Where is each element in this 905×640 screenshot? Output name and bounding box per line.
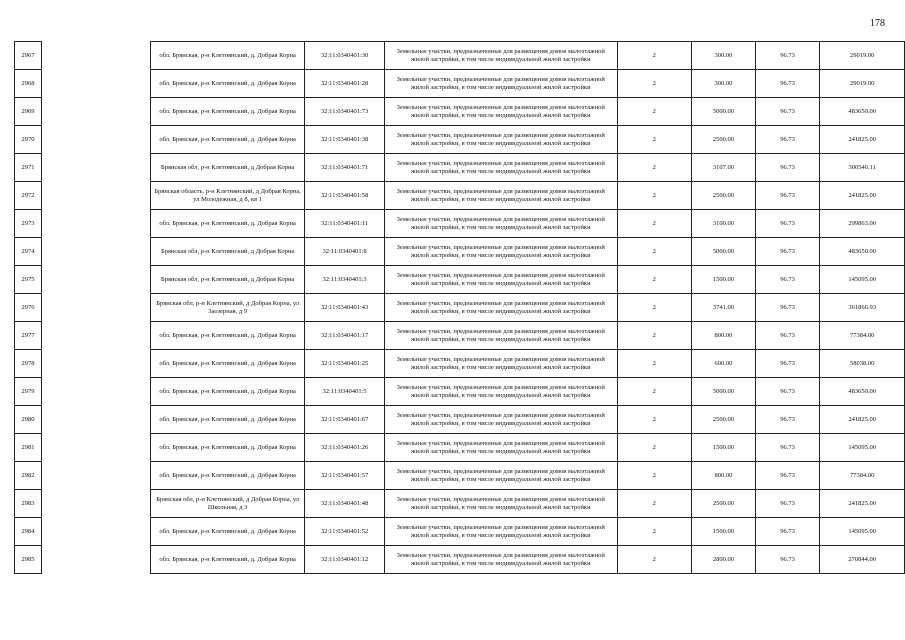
table-row	[15, 434, 905, 462]
blank-cell	[41, 462, 150, 490]
land-use-cell: Земельные участки, предназначенные для размещения домов малоэтажной жилой застройки, в том числе индивидуальной жилой застройки	[384, 378, 617, 406]
blank-cell	[41, 210, 150, 238]
cadastral-value-cell: 29019.00	[820, 42, 905, 70]
address-cell: Брянская обл, р-н Клетнянский, д Добрая Корна, ул Школьная, д 3	[151, 490, 305, 518]
row-number-cell: 2975	[15, 266, 42, 294]
land-use-cell: Земельные участки, предназначенные для размещения домов малоэтажной жилой застройки, в том числе индивидуальной жилой застройки	[384, 322, 617, 350]
specific-value-cell: 96.73	[755, 490, 820, 518]
cadastral-number-cell: 32:11:0340401:11	[305, 210, 385, 238]
blank-cell	[41, 154, 150, 182]
blank-cell	[41, 546, 150, 574]
address-cell: обл. Брянская, р-н Клетнянский, д. Добрая Корна	[151, 406, 305, 434]
cadastral-value-cell: 241825.00	[820, 126, 905, 154]
blank-cell	[41, 350, 150, 378]
table-row	[15, 462, 905, 490]
area-cell: 800.00	[692, 462, 756, 490]
table-row	[15, 490, 905, 518]
address-cell: обл. Брянская, р-н Клетнянский, д. Добрая Корна	[151, 350, 305, 378]
category-cell: 2	[617, 126, 691, 154]
area-cell: 2500.00	[692, 126, 756, 154]
table-row	[15, 154, 905, 182]
area-cell: 3107.00	[692, 154, 756, 182]
specific-value-cell: 96.73	[755, 266, 820, 294]
address-cell: обл. Брянская, р-н Клетнянский, д. Добрая Корна	[151, 546, 305, 574]
table-row	[15, 210, 905, 238]
area-cell: 2800.00	[692, 546, 756, 574]
specific-value-cell: 96.73	[755, 126, 820, 154]
area-cell: 800.00	[692, 322, 756, 350]
cadastral-number-cell: 32:11:0340401:3	[305, 266, 385, 294]
area-cell: 2500.00	[692, 182, 756, 210]
cadastral-value-cell: 241825.00	[820, 182, 905, 210]
row-number-cell: 2972	[15, 182, 42, 210]
row-number-cell: 2978	[15, 350, 42, 378]
address-cell: Брянская обл, р-н Клетнянский, д Добрая Корна	[151, 154, 305, 182]
row-number-cell: 2967	[15, 42, 42, 70]
table-row	[15, 322, 905, 350]
category-cell: 2	[617, 518, 691, 546]
table-row	[15, 378, 905, 406]
area-cell: 5000.00	[692, 238, 756, 266]
row-number-cell: 2981	[15, 434, 42, 462]
land-use-cell: Земельные участки, предназначенные для размещения домов малоэтажной жилой застройки, в том числе индивидуальной жилой застройки	[384, 266, 617, 294]
row-number-cell: 2983	[15, 490, 42, 518]
cadastral-number-cell: 32:11:0340401:38	[305, 126, 385, 154]
category-cell: 2	[617, 154, 691, 182]
land-use-cell: Земельные участки, предназначенные для размещения домов малоэтажной жилой застройки, в том числе индивидуальной жилой застройки	[384, 490, 617, 518]
address-cell: обл. Брянская, р-н Клетнянский, д. Добрая Корна	[151, 126, 305, 154]
land-use-cell: Земельные участки, предназначенные для размещения домов малоэтажной жилой застройки, в том числе индивидуальной жилой застройки	[384, 210, 617, 238]
table-row	[15, 238, 905, 266]
cadastral-number-cell: 32:11:0340401:5	[305, 378, 385, 406]
specific-value-cell: 96.73	[755, 154, 820, 182]
cadastral-number-cell: 32:11:0340401:48	[305, 490, 385, 518]
category-cell: 2	[617, 462, 691, 490]
specific-value-cell: 96.73	[755, 238, 820, 266]
blank-cell	[41, 434, 150, 462]
cadastral-number-cell: 32:11:0340401:26	[305, 434, 385, 462]
category-cell: 2	[617, 294, 691, 322]
blank-cell	[41, 378, 150, 406]
specific-value-cell: 96.73	[755, 210, 820, 238]
address-cell: Брянская область, р-н Клетнянский, д Добрая Корна, ул Молодежная, д 8, кв 1	[151, 182, 305, 210]
specific-value-cell: 96.73	[755, 294, 820, 322]
blank-cell	[41, 238, 150, 266]
table-row	[15, 266, 905, 294]
cadastral-value-cell: 299863.00	[820, 210, 905, 238]
land-use-cell: Земельные участки, предназначенные для размещения домов малоэтажной жилой застройки, в том числе индивидуальной жилой застройки	[384, 434, 617, 462]
category-cell: 2	[617, 266, 691, 294]
blank-cell	[41, 322, 150, 350]
area-cell: 600.00	[692, 350, 756, 378]
address-cell: обл. Брянская, р-н Клетнянский, д. Добрая Корна	[151, 98, 305, 126]
row-number-cell: 2973	[15, 210, 42, 238]
row-number-cell: 2982	[15, 462, 42, 490]
blank-cell	[41, 490, 150, 518]
cadastral-number-cell: 32:11:0340401:25	[305, 350, 385, 378]
cadastral-number-cell: 32:11:0340401:58	[305, 182, 385, 210]
table-row	[15, 126, 905, 154]
cadastral-number-cell: 32:11:0340401:43	[305, 294, 385, 322]
land-use-cell: Земельные участки, предназначенные для размещения домов малоэтажной жилой застройки, в том числе индивидуальной жилой застройки	[384, 294, 617, 322]
table-row	[15, 406, 905, 434]
cadastral-number-cell: 32:11:0340401:28	[305, 70, 385, 98]
address-cell: обл. Брянская, р-н Клетнянский, д. Добрая Корна	[151, 462, 305, 490]
address-cell: Брянская обл, р-н Клетнянский, д Добрая Корна, ул Заозерная, д 9	[151, 294, 305, 322]
address-cell: обл. Брянская, р-н Клетнянский, д. Добрая Корна	[151, 210, 305, 238]
cadastral-value-cell: 241825.00	[820, 490, 905, 518]
land-use-cell: Земельные участки, предназначенные для размещения домов малоэтажной жилой застройки, в том числе индивидуальной жилой застройки	[384, 462, 617, 490]
category-cell: 2	[617, 70, 691, 98]
area-cell: 3741.00	[692, 294, 756, 322]
blank-cell	[41, 126, 150, 154]
area-cell: 1500.00	[692, 434, 756, 462]
cadastral-number-cell: 32:11:0340401:30	[305, 42, 385, 70]
cadastral-value-cell: 270844.00	[820, 546, 905, 574]
table-row	[15, 546, 905, 574]
category-cell: 2	[617, 98, 691, 126]
specific-value-cell: 96.73	[755, 182, 820, 210]
address-cell: обл. Брянская, р-н Клетнянский, д. Добрая Корна	[151, 322, 305, 350]
blank-cell	[41, 70, 150, 98]
table-row	[15, 350, 905, 378]
land-use-cell: Земельные участки, предназначенные для размещения домов малоэтажной жилой застройки, в том числе индивидуальной жилой застройки	[384, 518, 617, 546]
land-use-cell: Земельные участки, предназначенные для размещения домов малоэтажной жилой застройки, в том числе индивидуальной жилой застройки	[384, 98, 617, 126]
row-number-cell: 2971	[15, 154, 42, 182]
cadastral-value-cell: 361866.93	[820, 294, 905, 322]
row-number-cell: 2985	[15, 546, 42, 574]
blank-cell	[41, 182, 150, 210]
category-cell: 2	[617, 210, 691, 238]
cadastral-number-cell: 32:11:0340401:8	[305, 238, 385, 266]
cadastral-value-cell: 58038.00	[820, 350, 905, 378]
row-number-cell: 2970	[15, 126, 42, 154]
address-cell: обл. Брянская, р-н Клетнянский, д. Добрая Корна	[151, 518, 305, 546]
cadastral-value-cell: 483650.00	[820, 378, 905, 406]
table-row	[15, 518, 905, 546]
table-row	[15, 42, 905, 70]
address-cell: обл. Брянская, р-н Клетнянский, д. Добрая Корна	[151, 42, 305, 70]
category-cell: 2	[617, 490, 691, 518]
cadastral-value-cell: 77384.00	[820, 462, 905, 490]
area-cell: 2500.00	[692, 406, 756, 434]
row-number-cell: 2968	[15, 70, 42, 98]
cadastral-number-cell: 32:11:0340401:17	[305, 322, 385, 350]
category-cell: 2	[617, 182, 691, 210]
cadastral-value-cell: 145095.00	[820, 266, 905, 294]
category-cell: 2	[617, 546, 691, 574]
blank-cell	[41, 266, 150, 294]
specific-value-cell: 96.73	[755, 98, 820, 126]
address-cell: Брянская обл, р-н Клетнянский, д Добрая Корна	[151, 238, 305, 266]
specific-value-cell: 96.73	[755, 518, 820, 546]
land-use-cell: Земельные участки, предназначенные для размещения домов малоэтажной жилой застройки, в том числе индивидуальной жилой застройки	[384, 406, 617, 434]
blank-cell	[41, 98, 150, 126]
blank-cell	[41, 518, 150, 546]
specific-value-cell: 96.73	[755, 546, 820, 574]
cadastral-value-cell: 145095.00	[820, 434, 905, 462]
cadastral-value-cell: 483650.00	[820, 238, 905, 266]
cadastral-number-cell: 32:11:0340401:12	[305, 546, 385, 574]
category-cell: 2	[617, 350, 691, 378]
category-cell: 2	[617, 238, 691, 266]
area-cell: 2500.00	[692, 490, 756, 518]
land-use-cell: Земельные участки, предназначенные для размещения домов малоэтажной жилой застройки, в том числе индивидуальной жилой застройки	[384, 182, 617, 210]
page-number: 178	[870, 18, 885, 29]
cadastral-number-cell: 32:11:0340401:73	[305, 98, 385, 126]
category-cell: 2	[617, 42, 691, 70]
category-cell: 2	[617, 434, 691, 462]
table-row	[15, 182, 905, 210]
specific-value-cell: 96.73	[755, 462, 820, 490]
row-number-cell: 2976	[15, 294, 42, 322]
address-cell: обл. Брянская, р-н Клетнянский, д. Добрая Корна	[151, 378, 305, 406]
specific-value-cell: 96.73	[755, 378, 820, 406]
blank-cell	[41, 406, 150, 434]
land-use-cell: Земельные участки, предназначенные для размещения домов малоэтажной жилой застройки, в том числе индивидуальной жилой застройки	[384, 546, 617, 574]
cadastral-number-cell: 32:11:0340401:71	[305, 154, 385, 182]
cadastral-number-cell: 32:11:0340401:52	[305, 518, 385, 546]
blank-cell	[41, 42, 150, 70]
cadastral-value-cell: 77384.00	[820, 322, 905, 350]
land-use-cell: Земельные участки, предназначенные для размещения домов малоэтажной жилой застройки, в том числе индивидуальной жилой застройки	[384, 238, 617, 266]
cadastral-value-cell: 483650.00	[820, 98, 905, 126]
land-use-cell: Земельные участки, предназначенные для размещения домов малоэтажной жилой застройки, в том числе индивидуальной жилой застройки	[384, 42, 617, 70]
specific-value-cell: 96.73	[755, 350, 820, 378]
specific-value-cell: 96.73	[755, 70, 820, 98]
specific-value-cell: 96.73	[755, 434, 820, 462]
cadastral-value-cell: 241825.00	[820, 406, 905, 434]
cadastral-number-cell: 32:11:0340401:67	[305, 406, 385, 434]
specific-value-cell: 96.73	[755, 322, 820, 350]
area-cell: 300.00	[692, 42, 756, 70]
address-cell: обл. Брянская, р-н Клетнянский, д. Добрая Корна	[151, 70, 305, 98]
land-use-cell: Земельные участки, предназначенные для размещения домов малоэтажной жилой застройки, в том числе индивидуальной жилой застройки	[384, 126, 617, 154]
area-cell: 5000.00	[692, 378, 756, 406]
table-row	[15, 70, 905, 98]
address-cell: Брянская обл, р-н Клетнянский, д Добрая Корна	[151, 266, 305, 294]
table-body	[15, 42, 905, 574]
area-cell: 1500.00	[692, 518, 756, 546]
specific-value-cell: 96.73	[755, 42, 820, 70]
category-cell: 2	[617, 378, 691, 406]
cadastral-number-cell: 32:11:0340401:57	[305, 462, 385, 490]
area-cell: 5000.00	[692, 98, 756, 126]
area-cell: 1500.00	[692, 266, 756, 294]
specific-value-cell: 96.73	[755, 406, 820, 434]
land-registry-table	[14, 41, 905, 574]
table-row	[15, 98, 905, 126]
land-use-cell: Земельные участки, предназначенные для размещения домов малоэтажной жилой застройки, в том числе индивидуальной жилой застройки	[384, 154, 617, 182]
area-cell: 3100.00	[692, 210, 756, 238]
cadastral-value-cell: 300540.11	[820, 154, 905, 182]
category-cell: 2	[617, 322, 691, 350]
row-number-cell: 2974	[15, 238, 42, 266]
land-use-cell: Земельные участки, предназначенные для размещения домов малоэтажной жилой застройки, в том числе индивидуальной жилой застройки	[384, 70, 617, 98]
cadastral-value-cell: 29019.00	[820, 70, 905, 98]
address-cell: обл. Брянская, р-н Клетнянский, д. Добрая Корна	[151, 434, 305, 462]
row-number-cell: 2984	[15, 518, 42, 546]
table-row	[15, 294, 905, 322]
row-number-cell: 2979	[15, 378, 42, 406]
cadastral-value-cell: 145095.00	[820, 518, 905, 546]
land-use-cell: Земельные участки, предназначенные для размещения домов малоэтажной жилой застройки, в том числе индивидуальной жилой застройки	[384, 350, 617, 378]
row-number-cell: 2980	[15, 406, 42, 434]
row-number-cell: 2969	[15, 98, 42, 126]
category-cell: 2	[617, 406, 691, 434]
blank-cell	[41, 294, 150, 322]
row-number-cell: 2977	[15, 322, 42, 350]
area-cell: 300.00	[692, 70, 756, 98]
